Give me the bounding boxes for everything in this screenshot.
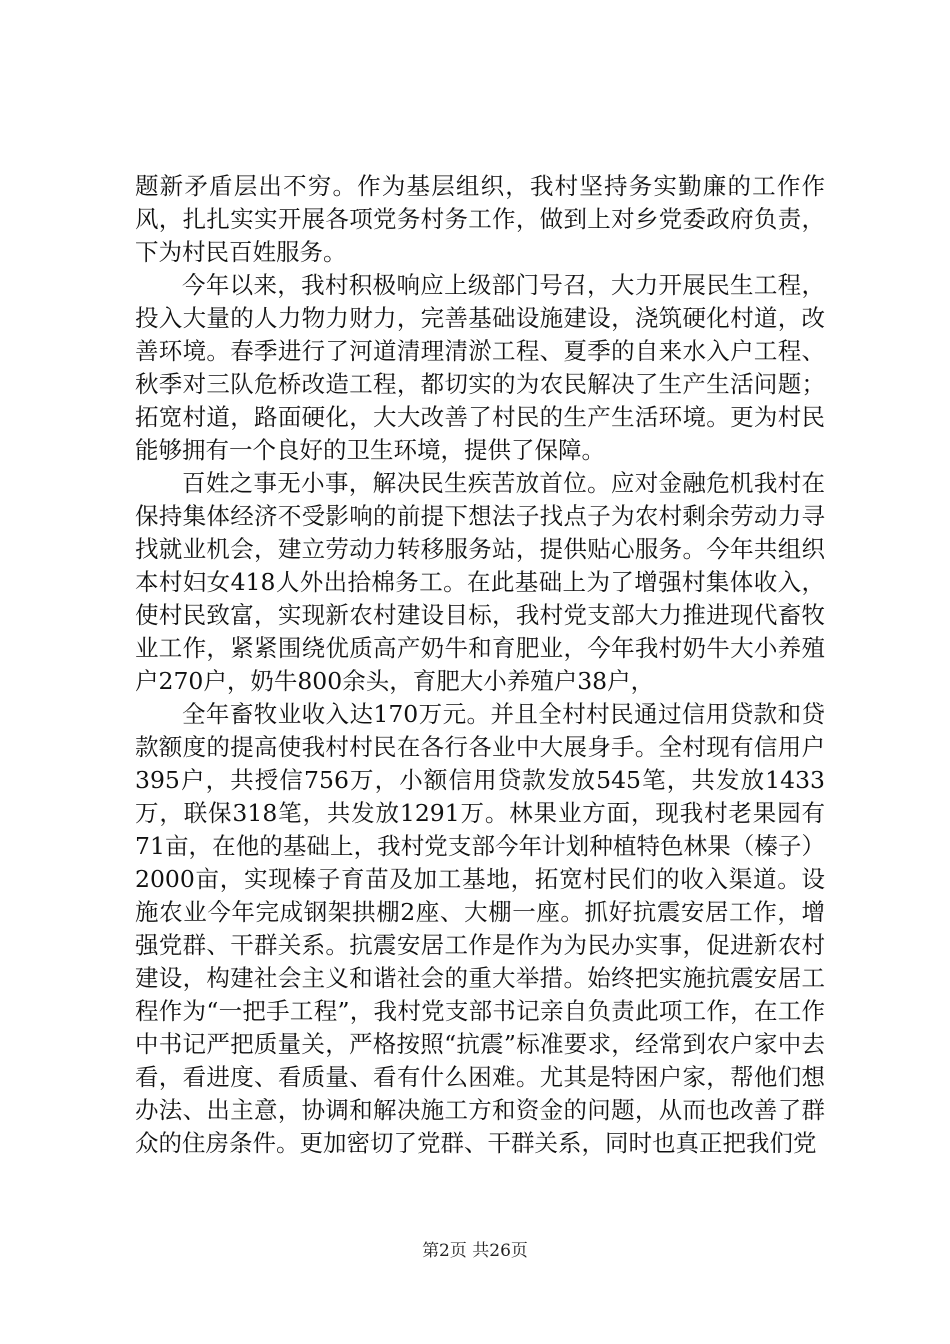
paragraph-3: 百姓之事无小事，解决民生疾苦放首位。应对金融危机我村在保持集体经济不受影响的前提下想法子找点子为农村剩余劳动力寻找就业机会，建立劳动力转移服务站，提供贴心服务。今年共组织本村妇女418人外出拾棉务工。在此基础上为了增强村集体收入，使村民致富，实现新农村建设目标，我村党支部大力推进现代畜牧业工作，紧紧围绕优质高产奶牛和育肥业，今年我村奶牛大小养殖户270户，奶牛800余头，育肥大小养殖户38户， [135, 469, 825, 695]
page-number-footer: 第2页 共26页 [422, 1241, 528, 1261]
paragraph-4: 全年畜牧业收入达170万元。并且全村村民通过信用贷款和贷款额度的提高使我村村民在各行各业中大展身手。全村现有信用户395户，共授信756万，小额信用贷款发放545笔，共发放1433万，联保318笔，共发放1291万。林果业方面，现我村老果园有71亩，在他的基础上，我村党支部今年计划种植特色林果（榛子）2000亩，实现榛子育苗及加工基地，拓宽村民们的收入渠道。设施农业今年完成钢架拱棚2座、大棚一座。抓好抗震安居工作，增强党群、干群关系。抗震安居工作是作为为民办实事，促进新农村建设，构建社会主义和谐社会的重大举措。始终把实施抗震安居工程作为“一把手工程”，我村党支部书记亲自负责此项工作，在工作中书记严把质量关，严格按照“抗震”标准要求，经常到农户家中去看，看进度、看质量、看有什么困难。尤其是特困户家，帮他们想办法、出主意，协调和解决施工方和资金的问题，从而也改善了群众的住房条件。更加密切了党群、干群关系，同时也真正把我们党 [135, 700, 825, 1157]
body-text [135, 170, 825, 1160]
paragraph-2: 今年以来，我村积极响应上级部门号召，大力开展民生工程，投入大量的人力物力财力，完善基础设施建设，浇筑硬化村道，改善环境。春季进行了河道清理清淤工程、夏季的自来水入户工程、秋季对三队危桥改造工程，都切实的为农民解决了生产生活问题；拓宽村道，路面硬化，大大改善了村民的生产生活环境。更为村民能够拥有一个良好的卫生环境，提供了保障。 [135, 271, 825, 464]
paragraph-1: 题新矛盾层出不穷。作为基层组织，我村坚持务实勤廉的工作作风，扎扎实实开展各项党务村务工作，做到上对乡党委政府负责，下为村民百姓服务。 [135, 172, 825, 266]
